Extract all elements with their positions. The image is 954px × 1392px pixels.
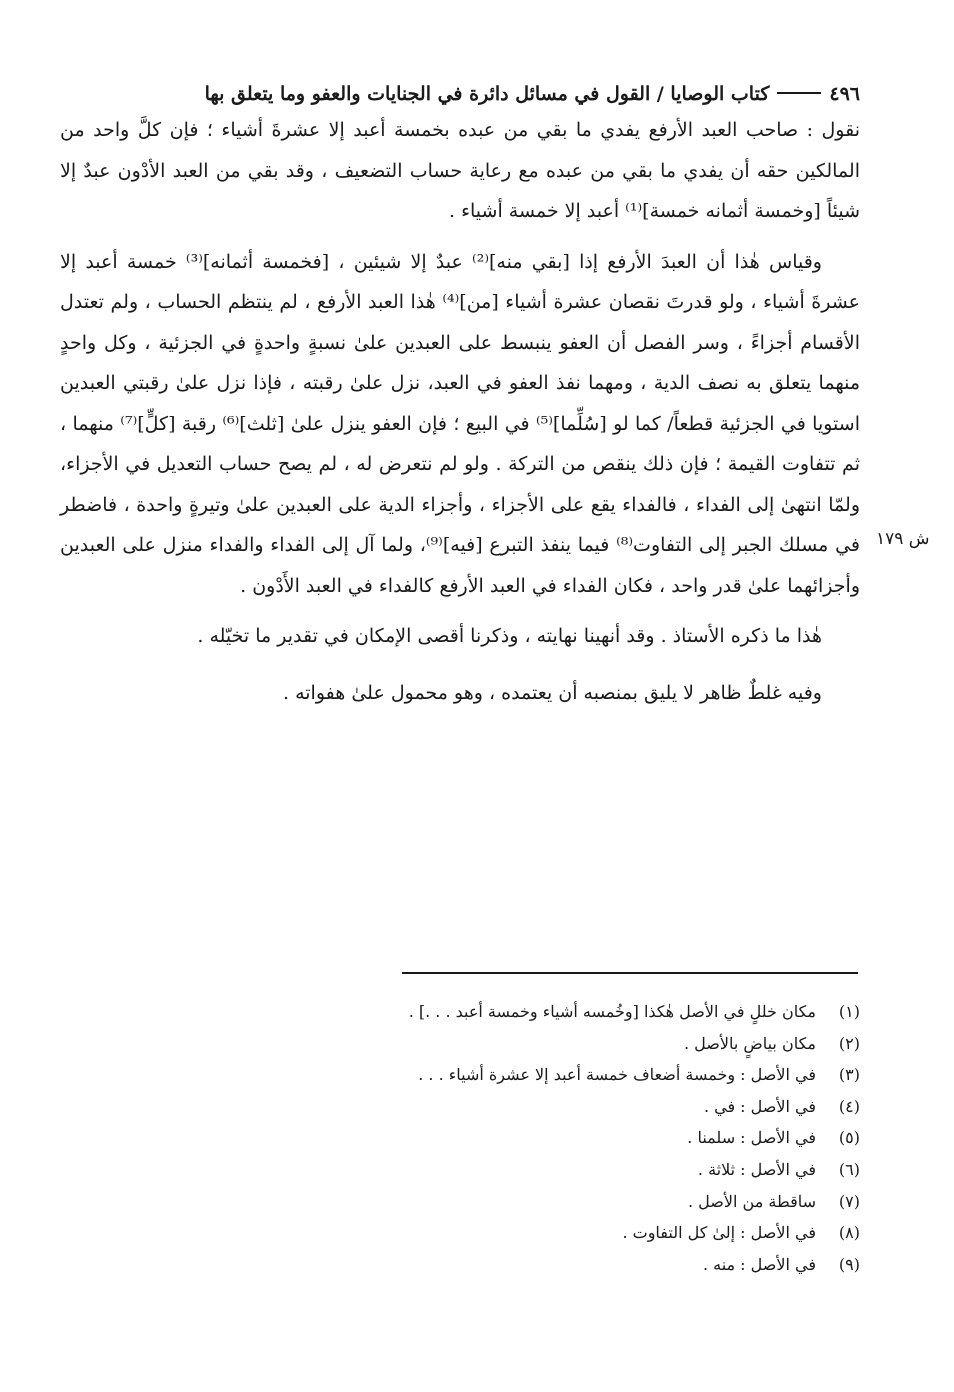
footnote-text: في الأصل : ثلاثة . — [697, 1159, 816, 1179]
header-title: كتاب الوصايا / القول في مسائل دائرة في الجنايات والعفو وما يتعلق بها — [204, 83, 770, 105]
footnote-number: (٤) — [838, 1096, 860, 1116]
margin-folio-note: ش ١٧٩ — [876, 529, 930, 549]
paragraph-4: وفيه غلطٌ ظاهر لا يليق بمنصبه أن يعتمده ، وهو محمول علىٰ هفواته . — [283, 681, 822, 704]
footnote-text: ساقطة من الأصل . — [688, 1191, 816, 1211]
footnote — [60, 1249, 860, 1281]
footnote-number: (٩) — [838, 1254, 860, 1274]
footnote-text: في الأصل : إلىٰ كل التفاوت . — [622, 1223, 816, 1243]
footnote-number: (١) — [838, 1002, 860, 1021]
footnote-number: (٦) — [838, 1159, 860, 1179]
footnote — [60, 1122, 860, 1154]
paragraph-3: هٰذا ما ذكره الأستاذ . وقد أنهينا نهايته ، وذكرنا أقصى الإمكان في تقدير ما تخيّله . — [197, 625, 822, 647]
footnote-text: في الأصل : منه . — [702, 1254, 816, 1274]
footnote-number: (٨) — [838, 1223, 860, 1243]
footnote-text: مكان خللٍ في الأصل هٰكذا [وخُمسه أشياء وخمسة أعبد . . .] . — [408, 1002, 816, 1021]
footnote-separator — [402, 972, 858, 974]
footnote-number: (٥) — [838, 1128, 860, 1148]
footnote-number: (٧) — [838, 1191, 860, 1211]
footnote — [60, 1154, 860, 1186]
header-dash — [777, 92, 821, 94]
paragraph-1: نقول : صاحب العبد الأرفع يفدي ما بقي من عبده بخمسة أعبد إلا عشرةَ أشياء ؛ فإن كلَّ واحد من المالكين حقه أن يفدي ما بقي من عبده مع رعاية حساب التضعيف ، وقد بقي من العبد الأدْون عبدٌ إلا شيئاً [وخمسة أثمانه خمسة]⁽¹⁾ أعبد إلا خمسة أشياء . — [60, 119, 860, 222]
paragraph-2: وقياس هٰذا أن العبدَ الأرفع إذا [بقي منه]⁽²⁾ عبدٌ إلا شيئين ، [فخمسة أثمانه]⁽³⁾ خمسة أعبد إلا عشرةَ أشياء ، ولو قدرتَ نقصان عشرة أشياء [من]⁽⁴⁾ هٰذا العبد الأرفع ، لم ينتظم الحساب ، ولم تعتدل الأقسام أجزاءً ، وسر الفصل أن العفو ينبسط على العبدين علىٰ نسبةٍ واحدةٍ في الجزئية ، وكل واحدٍ منهما يتعلق به نصف الدية ، ومهما نفذ العفو في العبد، نزل علىٰ رقبته ، فإذا نزل علىٰ رقبتي العبدين استويا في الجزئية قطعاً/ كما لو [سُلِّما]⁽⁵⁾ في البيع ؛ فإن العفو ينزل علىٰ [ثلث]⁽⁶⁾ رقبة [كلٍّ]⁽⁷⁾ منهما ، ثم تتفاوت القيمة ؛ فإن ذلك ينقص من التركة . ولو لم نتعرض له ، لم يصح حساب التعديل في الأجزاء، ولمّا انتهىٰ إلى الفداء ، فالفداء يقع على الأجزاء ، وأجزاء الدية على العبدين علىٰ وتيرةٍ واحدة ، فاضطر في مسلك الجبر إلى التفاوت⁽⁸⁾ فيما ينفذ التبرع [فيه]⁽⁹⁾، ولما آل إلى الفداء والفداء منزل على العبدين وأجزائهما علىٰ قدر واحد ، فكان الفداء في العبد الأرفع كالفداء في العبد الأَدْون . — [60, 250, 860, 597]
footnote-text: في الأصل : في . — [703, 1096, 816, 1116]
footnote-text: في الأصل : سلمنا . — [687, 1128, 816, 1148]
footnote — [60, 996, 860, 1028]
footnote — [60, 1217, 860, 1249]
footnotes-list — [60, 996, 860, 1280]
footnote-text: في الأصل : وخمسة أضعاف خمسة أعبد إلا عشرة أشياء . . . — [418, 1065, 816, 1085]
footnote-text: مكان بياضٍ بالأصل . — [683, 1033, 816, 1053]
footnote-number: (٣) — [838, 1065, 860, 1085]
running-header — [70, 78, 860, 110]
page-body — [60, 78, 860, 713]
footnote — [60, 1028, 860, 1060]
footnote — [60, 1091, 860, 1123]
page-number: ٤٩٦ — [829, 83, 860, 105]
footnote — [60, 1059, 860, 1091]
footnote-number: (٢) — [838, 1033, 860, 1053]
footnote — [60, 1186, 860, 1218]
